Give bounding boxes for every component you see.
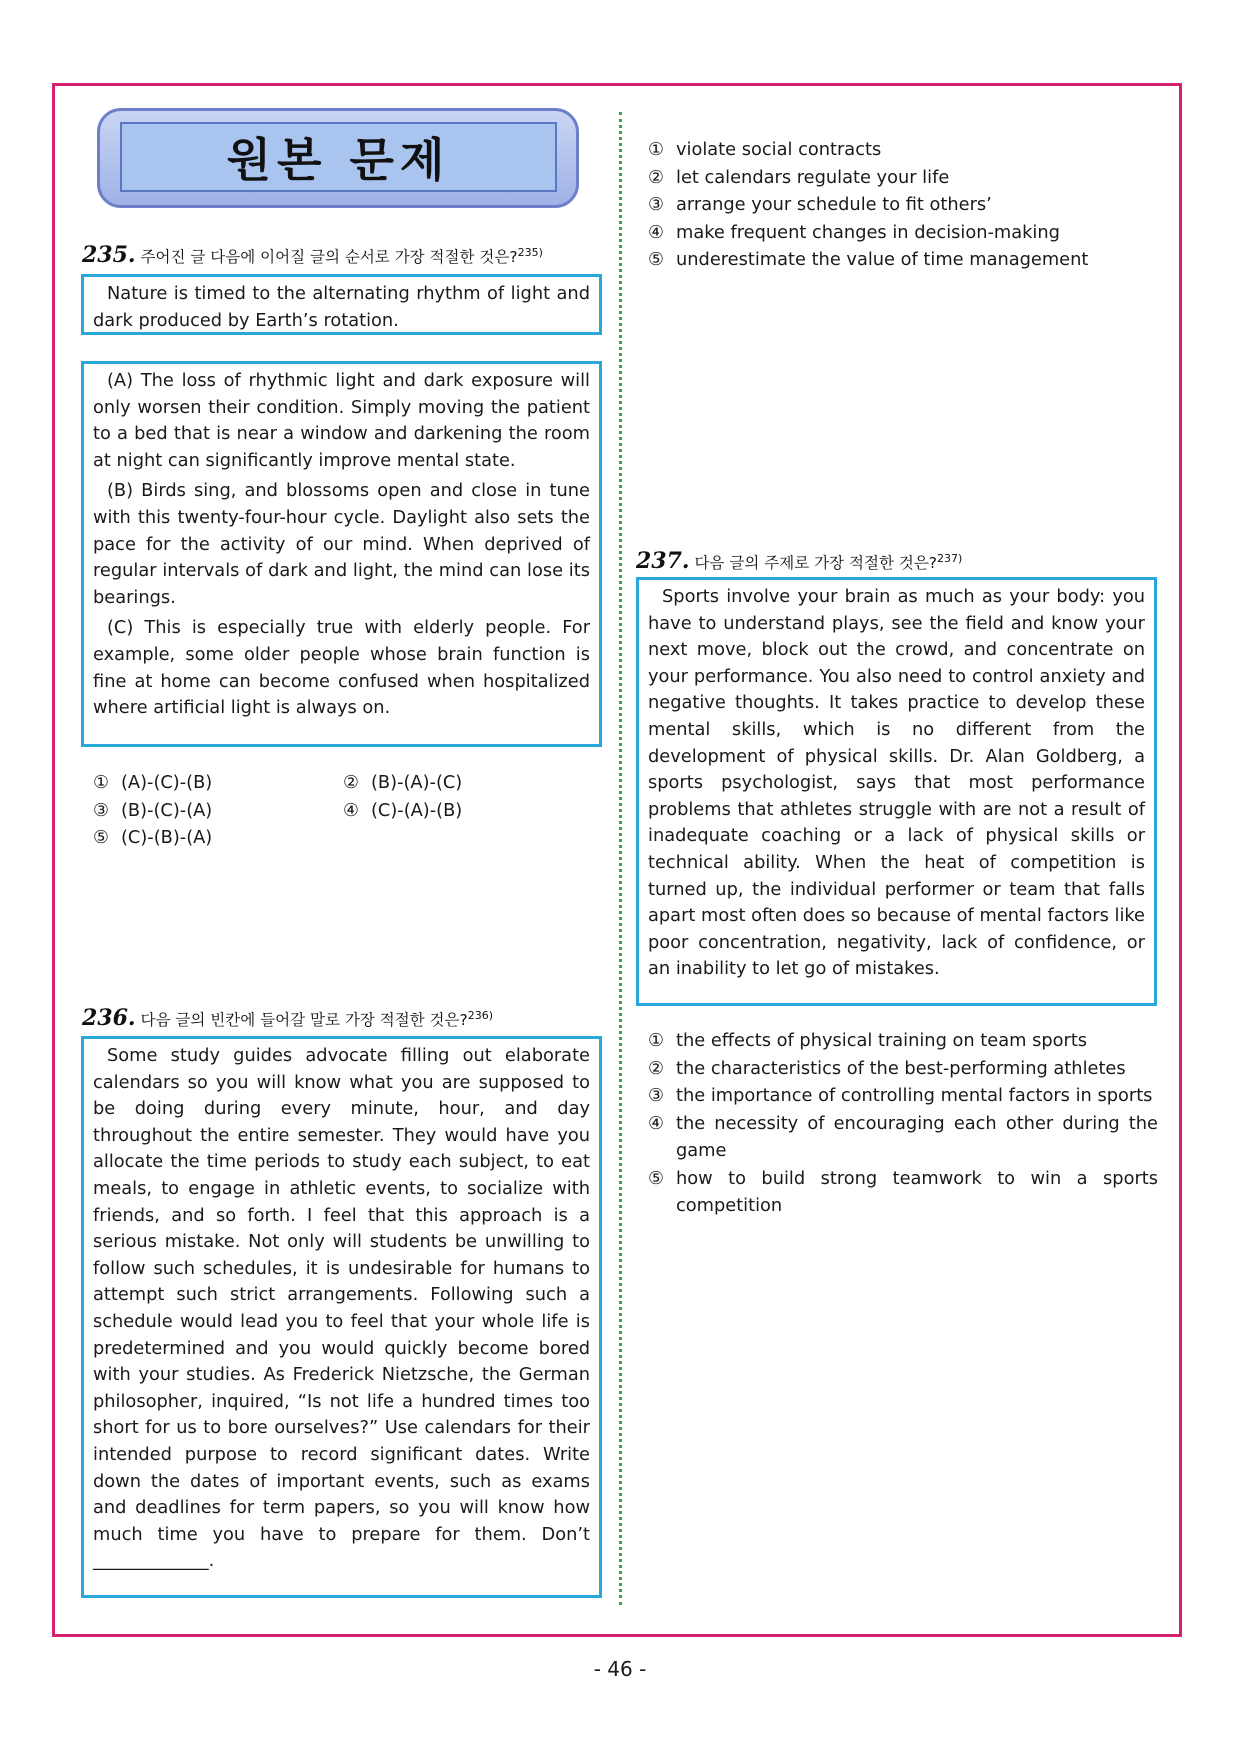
q237-option-3[interactable]: ③ the importance of controlling mental factors in sports — [648, 1085, 1153, 1106]
q235-passage-box — [81, 361, 602, 747]
q236-option-3[interactable]: ③ arrange your schedule to fit others’ — [648, 194, 992, 215]
q236-option-4[interactable]: ④ make frequent changes in decision-making — [648, 221, 1060, 243]
q236-number: 236. — [82, 1005, 136, 1031]
q235-option-4[interactable]: ④ (C)-(A)-(B) — [343, 799, 463, 821]
q235-heading — [82, 242, 543, 268]
banner-title: 원본 문제 — [226, 133, 451, 187]
q235-option-5[interactable]: ⑤ (C)-(B)-(A) — [93, 827, 213, 848]
q237-heading — [636, 548, 962, 574]
q235-option-1[interactable]: ① (A)-(C)-(B) — [93, 772, 213, 793]
q237-ref: 237) — [937, 551, 963, 565]
q236-option-5[interactable]: ⑤ underestimate the value of time management — [648, 249, 1089, 270]
q236-option-1[interactable]: ① violate social contracts — [648, 139, 882, 160]
q236-heading — [82, 1005, 493, 1031]
q236-prompt: 다음 글의 빈칸에 들어갈 말로 가장 적절한 것은? — [140, 1011, 468, 1029]
q235-option-2[interactable]: ② (B)-(A)-(C) — [343, 772, 463, 793]
q237-options — [648, 1027, 1158, 1220]
column-divider — [619, 112, 622, 1605]
q237-option-4[interactable]: ④ the necessity of encouraging each other during the game — [648, 1112, 1158, 1161]
q237-number: 237. — [636, 548, 690, 574]
q237-passage-box — [636, 577, 1157, 1006]
q236-options — [648, 136, 1168, 274]
q235-number: 235. — [82, 242, 136, 268]
q236-passage: Some study guides advocate filling out elaborate calendars so you will know what you are supposed to be doing during every minute, hour, and day throughout the entire semester. They would have you allocate the time periods to study each subject, to eat meals, to engage in athletic events, to socialize with friends, and so forth. I feel that this approach is a serious mistake. Not only will students be unwilling to follow such schedules, it is undesirable for humans to attempt such strict arrangements. Following such a schedule would lead you to feel that your whole life is predetermined and you would quickly become bored with your studies. As Frederick Nietzsche, the German philosopher, inquired, “Is not life a hundred times too short for us to bore ourselves?” Use calendars for their intended purpose to record significant dates. Write down the dates of important events, such as exams and deadlines for term papers, so you will know how much time you have to prepare for them. Don’t _____________. — [93, 1045, 590, 1572]
q237-option-1[interactable]: ① the effects of physical training on team sports — [648, 1030, 1088, 1051]
page-number: - 46 - — [593, 1657, 647, 1681]
q236-passage-box — [81, 1036, 602, 1598]
q236-option-2[interactable]: ② let calendars regulate your life — [648, 166, 950, 188]
q237-prompt: 다음 글의 주제로 가장 적절한 것은? — [694, 554, 938, 572]
q235-passage-c: (C) This is especially true with elderly people. For example, some older people whose brain function is fine at home can become confused when hospitalized where artificial light is always on. — [93, 617, 590, 719]
q235-passage-b: (B) Birds sing, and blossoms open and close in tune with this twenty-four-hour cycle. Daylight also sets the pace for the activity of our mind. When deprived of regular intervals of dark and light, the mind can lose its bearings. — [93, 480, 590, 608]
q235-options — [93, 769, 593, 852]
q236-ref: 236) — [467, 1008, 494, 1022]
q235-ref: 235) — [517, 245, 543, 259]
banner-inner — [120, 122, 557, 192]
q235-given: Nature is timed to the alternating rhythm of light and dark produced by Earth’s rotation. — [93, 283, 590, 331]
q237-option-2[interactable]: ② the characteristics of the best-performing athletes — [648, 1057, 1126, 1079]
q235-given-box — [81, 274, 602, 335]
q235-option-3[interactable]: ③ (B)-(C)-(A) — [93, 799, 213, 821]
q237-passage: Sports involve your brain as much as your body: you have to understand plays, see the field and know your next move, block out the crowd, and concentrate on your performance. You also need to control anxiety and negative thoughts. It takes practice to develop these mental skills, which is no different from the development of physical skills. Dr. Alan Goldberg, a sports psychologist, says that most performance problems that athletes struggle with are not a result of inadequate coaching or a lack of physical skills or technical ability. When the heat of competition is turned up, the individual performer or team that falls apart most often does so because of mental factors like poor concentration, negativity, lack of confidence, or an inability to let go of mistakes. — [648, 586, 1145, 980]
q235-passage-a: (A) The loss of rhythmic light and dark exposure will only worsen their condition. Simply moving the patient to a bed that is near a window and darkening the room at night can significantly improve mental state. — [93, 370, 590, 471]
q235-prompt: 주어진 글 다음에 이어질 글의 순서로 가장 적절한 것은? — [140, 248, 518, 266]
q237-option-5[interactable]: ⑤ how to build strong teamwork to win a sports competition — [648, 1167, 1158, 1216]
